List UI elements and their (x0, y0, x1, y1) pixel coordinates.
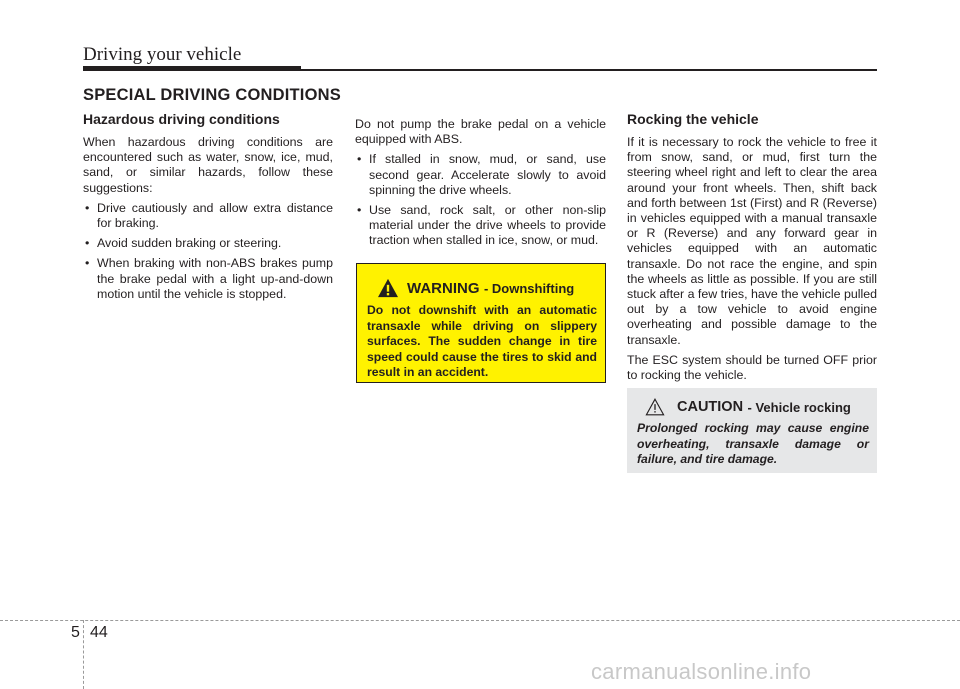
footer-divider (83, 620, 84, 689)
hazardous-list (83, 201, 333, 302)
list-item: • Use sand, rock salt, or other non-slip material under the drive wheels to provide traction when stalled in ice, snow, or mud. (355, 203, 606, 249)
right-column (627, 111, 877, 388)
watermark: carmanualsonline.info (591, 659, 812, 684)
header-bar-thick (83, 66, 301, 71)
chapter-title: Driving your vehicle (83, 44, 242, 65)
rocking-paragraph-2: The ESC system should be turned OFF prior to rocking the vehicle. (627, 352, 877, 383)
stalled-list (355, 152, 606, 248)
warning-header (367, 278, 597, 298)
warning-subtitle: - Downshifting (483, 280, 575, 296)
page-number: 44 (90, 624, 108, 641)
hazardous-intro: When hazardous driving conditions are encountered such as water, snow, ice, mud, sand, or similar hazards, follow these suggestions: (83, 135, 333, 195)
list-item: • When braking with non-ABS brakes pump the brake pedal with a light up-and-down motion until the vehicle is stopped. (83, 256, 333, 302)
rocking-paragraph-1: If it is necessary to rock the vehicle to free it from snow, sand, or mud, first turn the steering wheel right and left to clear the area around your front wheels. Then, shift back and forth between 1st (First) and R (Reverse) in vehicles equipped with a manual transaxle or R (Reverse) and any forward gear in vehicles equipped with an automatic transaxle. Do not race the engine, and spin the wheels as little as possible. If you are still stuck after a few tries, have the vehicle pulled out by a tow vehicle to avoid engine overheating and possible damage to the transaxle. (627, 135, 878, 347)
warning-text: Do not downshift with an automatic transaxle while driving on slippery surfaces. The sudden change in tire speed could cause the tires to skid and result in an accident. (367, 303, 597, 380)
left-column (83, 111, 333, 307)
caution-header (637, 398, 869, 416)
warning-label: WARNING (407, 279, 480, 297)
rocking-heading: Rocking the vehicle (627, 111, 759, 127)
list-item: • Avoid sudden braking or steering. (83, 236, 333, 251)
caution-text: Prolonged rocking may cause engine overheating, transaxle damage or failure, and tire damage. (637, 421, 869, 467)
warning-box (356, 263, 606, 383)
caution-subtitle: - Vehicle rocking (747, 399, 851, 415)
warning-triangle-icon (377, 278, 399, 298)
caution-label: CAUTION (677, 399, 744, 415)
caution-box (627, 388, 877, 473)
header-bar-thin (301, 69, 877, 71)
abs-note: Do not pump the brake pedal on a vehicle equipped with ABS. (355, 117, 606, 147)
page-chapter-number: 5 (71, 624, 80, 641)
list-item: • Drive cautiously and allow extra distance for braking. (83, 201, 333, 231)
hazardous-heading: Hazardous driving conditions (83, 111, 280, 127)
section-title: SPECIAL DRIVING CONDITIONS (83, 86, 341, 104)
middle-column (355, 117, 606, 254)
footer-rule (0, 620, 960, 621)
list-item: • If stalled in snow, mud, or sand, use second gear. Accelerate slowly to avoid spinning the drive wheels. (355, 152, 606, 198)
caution-triangle-icon (645, 398, 665, 416)
